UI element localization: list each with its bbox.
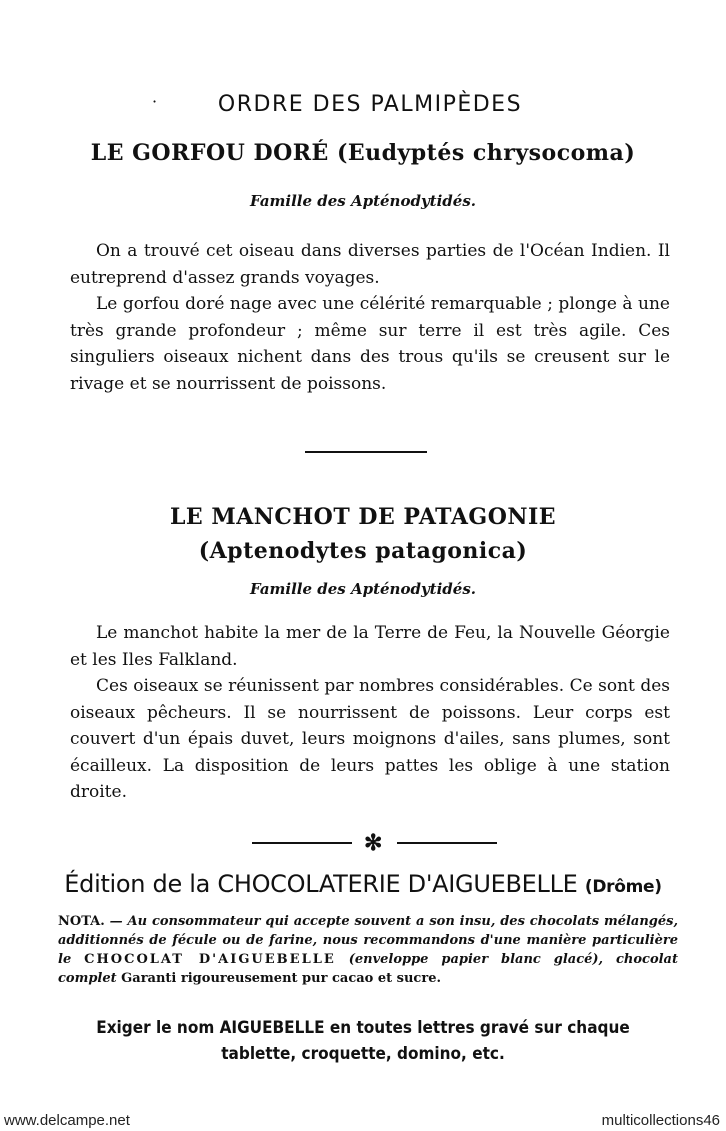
section1-family: Famille des Apténodytidés. — [249, 192, 477, 210]
exiger-line-1: Exiger le nom AIGUEBELLE en toutes lettres gravé sur chaque — [96, 1018, 630, 1038]
watermark-right: multicollections46 — [601, 1112, 720, 1129]
asterisk-ornament-icon: ✻ — [364, 830, 383, 856]
section2-title — [0, 500, 726, 568]
watermark-footer — [0, 1112, 726, 1131]
section1-paragraph-1: On a trouvé cet oiseau dans diverses parties de l'Océan Indien. Il eutreprend d'assez grands voyages. — [70, 241, 670, 288]
exiger-line-2: tablette, croquette, domino, etc. — [221, 1044, 505, 1064]
nota-text-2: (enveloppe papier blanc glacé), chocolat complet — [58, 952, 678, 986]
section2-paragraph-1: Le manchot habite la mer de la Terre de Feu, la Nouvelle Géorgie et les Iles Falkland. — [70, 623, 670, 670]
ornament-rule-left — [252, 842, 352, 844]
section2-text — [70, 620, 670, 806]
exiger-block — [0, 1015, 726, 1067]
ornament-divider — [252, 830, 497, 856]
section2-family: Famille des Apténodytidés. — [249, 580, 477, 598]
edition-main: Édition de la CHOCOLATERIE D'AIGUEBELLE — [64, 870, 578, 898]
section2-title-line2: (Aptenodytes patagonica) — [198, 538, 528, 564]
nota-brand: CHOCOLAT D'AIGUEBELLE — [84, 952, 336, 967]
section2-title-line1: LE MANCHOT DE PATAGONIE — [169, 504, 557, 530]
section-divider — [305, 451, 427, 453]
ornament-rule-right — [397, 842, 497, 844]
nota-label: NOTA. — [58, 914, 105, 929]
watermark-left: www.delcampe.net — [4, 1112, 130, 1129]
nota-block — [58, 912, 678, 988]
bullet-mark: · — [152, 92, 158, 111]
section1-paragraph-2: Le gorfou doré nage avec une célérité remarquable ; plonge à une très grande profondeur ; même sur terre il est très agile. Ces singuliers oiseaux nichent dans des trous qu'ils se creusent sur le rivage et se nourrissent de poissons. — [70, 294, 670, 394]
nota-text-1: — Au consommateur qui accepte souvent a son insu, des chocolats mélangés, additionnés de fécule ou de farine, nous recommandons d'une manière particulière le — [58, 914, 678, 967]
edition-region: (Drôme) — [584, 877, 662, 897]
edition-line — [0, 870, 726, 898]
section2-paragraph-2: Ces oiseaux se réunissent par nombres considérables. Ce sont des oiseaux pêcheurs. Il se nourrissent de poissons. Leur corps est couvert d'un épais duvet, leurs moignons d'ailes, sans plumes, sont écailleux. La disposition de leurs pattes les oblige à une station droite. — [70, 676, 670, 802]
section1-text — [70, 238, 670, 397]
order-heading: ORDRE DES PALMIPÈDES — [217, 92, 523, 117]
nota-text-3: Garanti rigoureusement pur cacao et sucre. — [121, 971, 441, 986]
section1-title: LE GORFOU DORÉ (Eudyptés chrysocoma) — [90, 140, 636, 166]
